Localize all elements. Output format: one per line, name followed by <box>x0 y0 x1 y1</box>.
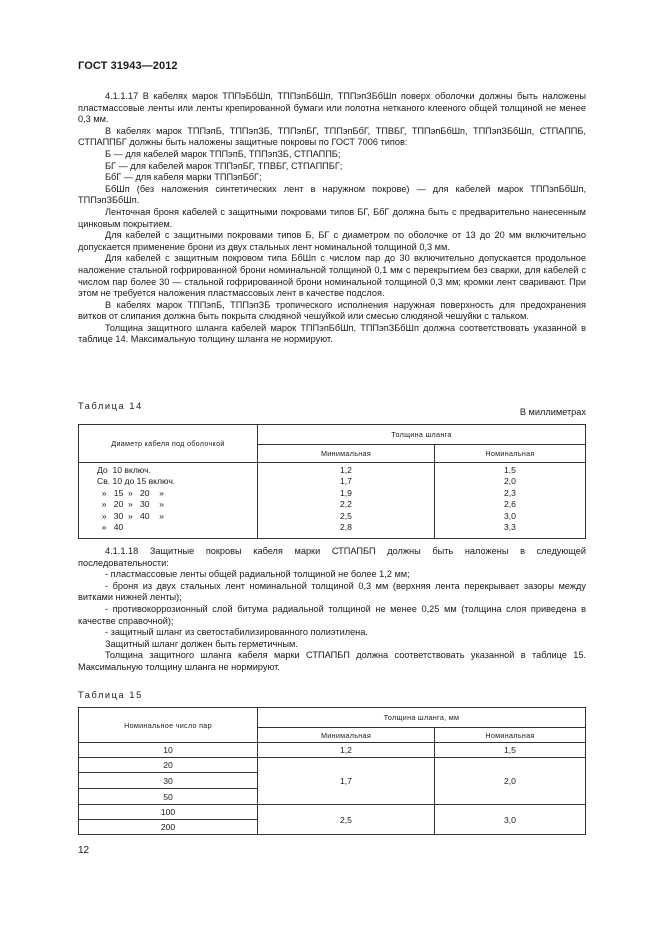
paragraph: Защитный шланг должен быть герметичным. <box>105 638 298 649</box>
table-cell: 200 <box>79 820 258 835</box>
table-cell: 30 <box>79 773 258 789</box>
table-14-group-header: Толщина шланга <box>258 425 586 445</box>
table-14-col-nom: Номинальная <box>435 445 586 463</box>
paragraph: БбШп (без наложения синтетических лент в наружном покрове) — для кабелей марок ТППэпБбШп, ТППэпЗБбШп. <box>78 183 586 206</box>
table-cell: 1,5 <box>504 465 516 475</box>
document-header: ГОСТ 31943—2012 <box>78 60 178 72</box>
table-14-caption: Таблица 14 <box>78 401 143 411</box>
list-item: - броня из двух стальных лент номинальной толщиной 0,3 мм (верхняя лента перекрывает зазоры между витками нижней ленты); <box>78 580 586 603</box>
paragraph: 4.1.1.18 Защитные покровы кабеля марки СТПАПБП должны быть наложены в следующей последовательности: <box>78 546 586 568</box>
table-cell: 2,0 <box>504 476 516 487</box>
table-14 <box>78 424 586 539</box>
paragraph: Б — для кабелей марок ТППэпБ, ТППэпЗБ, СТПАППБ; <box>105 148 341 159</box>
paragraph: Для кабелей с защитными покровами типов Б, БГ с диаметром по оболочке от 13 до 20 мм включительно допускается применение брони из двух стальных лент номинальной толщиной 0,3 мм. <box>78 230 586 252</box>
list-item: - противокоррозионный слой битума радиальной толщиной не менее 0,25 мм (толщина слоя приведена в качестве справочной); <box>78 603 586 626</box>
table-cell: 50 <box>79 789 258 805</box>
table-cell: 3,3 <box>504 522 516 533</box>
paragraph: Толщина защитного шланга кабеля марки СТПАПБП должна соответствовать указанной в таблице 15. Максимальную толщину шланга не нормируют. <box>78 650 586 672</box>
table-cell: 3,0 <box>435 805 586 835</box>
paragraph: Ленточная броня кабелей с защитными покровами типов БГ, БбГ должна быть с предварительно нанесенным цинковым покрытием. <box>78 206 586 229</box>
table-14-col-min: Минимальная <box>258 445 435 463</box>
table-cell: 2,0 <box>435 758 586 805</box>
paragraph: В кабелях марок ТППэпБ, ТППэпЗБ, ТППэпБГ, ТППэпБбГ, ТПВБГ, ТППэпБбШп, ТППэпЗБбШп, СТПАППБ, СТПАППБГ должны быть наложены защитные покровы по ГОСТ 7006 типов: <box>78 125 586 148</box>
paragraph: БбГ — для кабеля марки ТППэпБбГ; <box>105 172 262 183</box>
table-cell: 1,7 <box>340 476 352 487</box>
table-cell: 1,2 <box>340 465 352 475</box>
table-cell: 1,7 <box>258 758 435 805</box>
table-14-nom-values <box>435 463 586 539</box>
table-row-label: » 40 <box>97 522 124 533</box>
table-14-col-diameter: Диаметр кабеля под оболочкой <box>79 425 258 463</box>
table-cell: 2,2 <box>340 499 352 510</box>
table-15-col-pairs: Номинальное число пар <box>79 708 258 743</box>
table-cell: 10 <box>79 743 258 758</box>
table-cell: 2,8 <box>340 522 352 533</box>
table-cell: 2,6 <box>504 499 516 510</box>
table-row-label: До 10 включ. <box>97 465 151 475</box>
paragraph: Для кабелей с защитным покровом типа БбШп с числом пар до 30 включительно допускается продольное наложение стальной гофрированной брони номинальной толщиной 0,1 мм с перекрытием без сварки, для кабелей с числом пар более 30 — стальной гофрированной брони номинальной толщиной 0,3 мм; кромки лент сваривают. При этом не требуется наложения пластмассовых лент в качестве подслоя. <box>78 253 586 299</box>
table-row-label: » 20 » 30 » <box>97 499 164 510</box>
table-cell: 1,2 <box>258 743 435 758</box>
page-number: 12 <box>78 845 90 856</box>
table-cell: 1,5 <box>435 743 586 758</box>
paragraph: В кабелях марок ТППэпБ, ТППэпЗБ тропического исполнения наружная поверхность для предохранения витков от слипания должна быть покрыта слюдяной чешуйкой или смесью слюдяной чешуйки с тальком. <box>78 299 586 322</box>
table-14-units: В миллиметрах <box>519 407 586 417</box>
paragraph: Толщина защитного шланга кабелей марок ТППэпБбШп, ТППэпЗБбШп должна соответствовать указанной в таблице 14. Максимальную толщину шланга не нормируют. <box>78 322 586 345</box>
paragraph: БГ — для кабелей марок ТППэпБГ, ТПВБГ, СТПАППБГ; <box>105 160 343 171</box>
table-15-caption: Таблица 15 <box>78 690 143 700</box>
list-item: - пластмассовые ленты общей радиальной толщиной не более 1,2 мм; <box>105 569 410 580</box>
table-15 <box>78 707 586 835</box>
table-row-label: » 30 » 40 » <box>97 510 164 521</box>
section-4-1-1-18 <box>78 546 586 674</box>
table-15-col-min: Минимальная <box>258 728 435 743</box>
table-15-group-header: Толщина шланга, мм <box>258 708 586 728</box>
table-cell: 2,3 <box>504 487 516 498</box>
table-15-col-nom: Номинальная <box>435 728 586 743</box>
table-cell: 2,5 <box>258 805 435 835</box>
table-row-label: Св. 10 до 15 включ. <box>97 476 176 487</box>
section-4-1-1-17 <box>78 91 586 346</box>
table-cell: 2,5 <box>340 510 352 521</box>
table-cell: 1,9 <box>340 487 352 498</box>
table-row-label: » 15 » 20 » <box>97 487 164 498</box>
table-14-min-values <box>258 463 435 539</box>
table-14-diameters <box>79 463 258 539</box>
list-item: - защитный шланг из светостабилизированного полиэтилена. <box>105 627 368 638</box>
table-cell: 3,0 <box>504 510 516 521</box>
table-cell: 100 <box>79 805 258 820</box>
paragraph: 4.1.1.17 В кабелях марок ТППэБбШп, ТППэпБбШп, ТППэпЗБбШп поверх оболочки должны быть наложены пластмассовые ленты или ленты крепированной бумаги или полотна нетканого клееного общей толщиной не менее 0,3 мм. <box>78 91 586 125</box>
table-cell: 20 <box>79 758 258 773</box>
